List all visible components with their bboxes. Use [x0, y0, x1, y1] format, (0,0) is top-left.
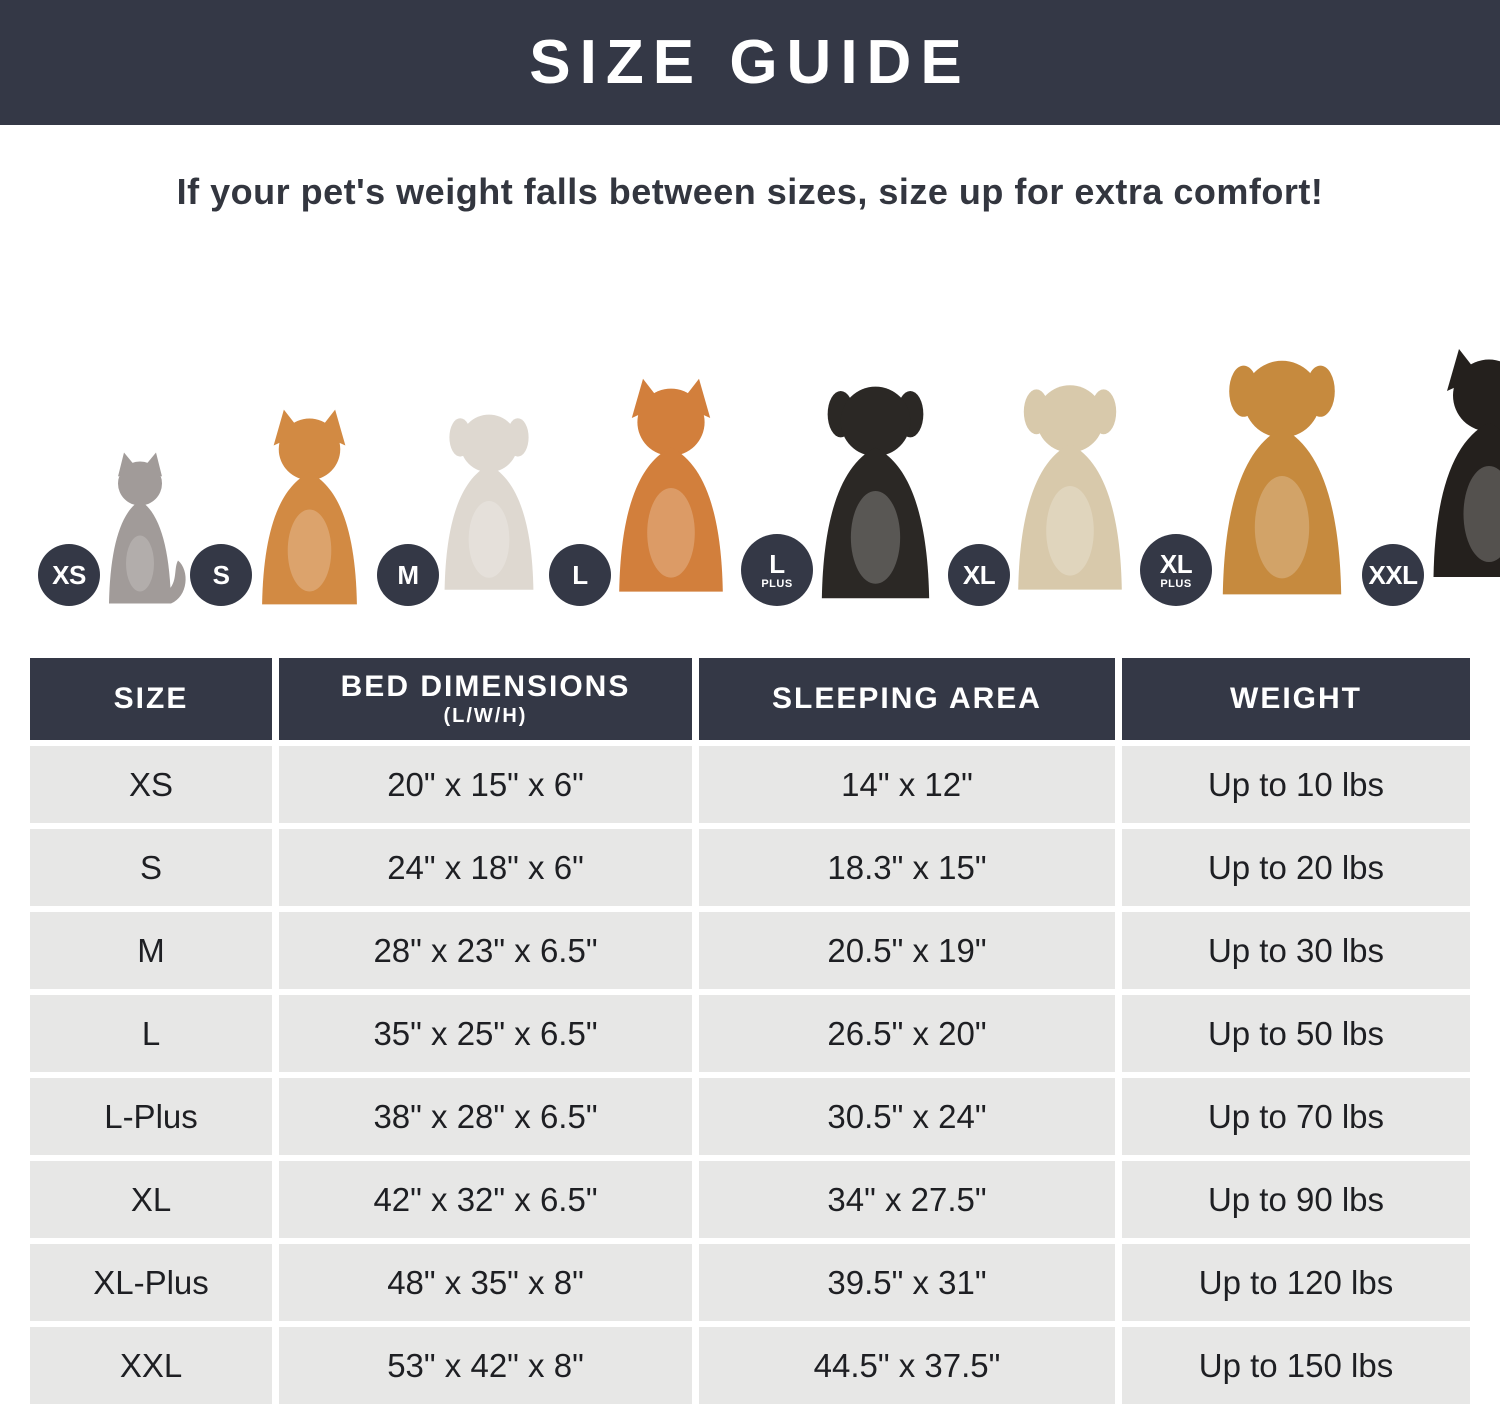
cat-image	[90, 447, 190, 612]
pet-pomeranian	[190, 407, 377, 612]
cell-sleep: 39.5" x 31"	[699, 1244, 1115, 1321]
golden-retriever-image	[1202, 340, 1362, 612]
cell-size: L	[30, 995, 272, 1072]
shiba-inu-image	[601, 364, 741, 612]
size-badge-xs	[38, 544, 100, 606]
cell-bed: 42" x 32" x 6.5"	[279, 1161, 692, 1238]
column-header-sleeping-area	[699, 658, 1115, 740]
cell-bed: 20" x 15" x 6"	[279, 746, 692, 823]
cell-size: XL	[30, 1161, 272, 1238]
cell-size: XL-Plus	[30, 1244, 272, 1321]
pet-border-collie	[741, 370, 948, 612]
cell-bed: 28" x 23" x 6.5"	[279, 912, 692, 989]
size-badge-s	[190, 544, 252, 606]
cell-sleep: 34" x 27.5"	[699, 1161, 1115, 1238]
cell-size: M	[30, 912, 272, 989]
cell-bed: 53" x 42" x 8"	[279, 1327, 692, 1404]
cell-sleep: 30.5" x 24"	[699, 1078, 1115, 1155]
size-badge-l	[549, 544, 611, 606]
pet-golden-retriever	[1140, 340, 1362, 612]
border-collie-image	[803, 370, 948, 612]
page-title: SIZE GUIDE	[529, 28, 971, 97]
cell-weight: Up to 20 lbs	[1122, 829, 1470, 906]
cell-size: XS	[30, 746, 272, 823]
cell-size: L-Plus	[30, 1078, 272, 1155]
cell-bed: 38" x 28" x 6.5"	[279, 1078, 692, 1155]
pet-doberman	[1362, 320, 1500, 612]
cell-bed: 35" x 25" x 6.5"	[279, 995, 692, 1072]
labrador-image	[1000, 360, 1140, 612]
pet-labrador	[948, 360, 1140, 612]
size-badge-l-plus	[741, 534, 813, 606]
doberman-image	[1414, 320, 1500, 612]
pet-size-lineup	[0, 300, 1500, 612]
size-table	[30, 658, 1470, 1404]
size-badge-xl	[948, 544, 1010, 606]
column-header-label: BED DIMENSIONS	[340, 670, 631, 703]
cell-size: XXL	[30, 1327, 272, 1404]
badge-label: XL	[962, 560, 996, 590]
column-header-label: WEIGHT	[1230, 682, 1362, 715]
cell-weight: Up to 120 lbs	[1122, 1244, 1470, 1321]
cell-sleep: 26.5" x 20"	[699, 995, 1115, 1072]
size-badge-xl-plus	[1140, 534, 1212, 606]
badge-label: XL	[1159, 548, 1193, 579]
column-header-size	[30, 658, 272, 740]
column-header-weight	[1122, 658, 1470, 740]
cell-weight: Up to 70 lbs	[1122, 1078, 1470, 1155]
cell-sleep: 14" x 12"	[699, 746, 1115, 823]
pet-french-bulldog	[377, 390, 549, 612]
size-badge-m	[377, 544, 439, 606]
column-header-sublabel: (L/W/H)	[443, 705, 528, 727]
badge-sublabel: PLUS	[1160, 577, 1192, 590]
cell-weight: Up to 10 lbs	[1122, 746, 1470, 823]
badge-label: L	[769, 548, 785, 579]
cell-weight: Up to 50 lbs	[1122, 995, 1470, 1072]
subtitle-text: If your pet's weight falls between sizes, size up for extra comfort!	[176, 171, 1324, 212]
cell-weight: Up to 30 lbs	[1122, 912, 1470, 989]
badge-sublabel: PLUS	[761, 577, 793, 590]
pet-shiba-inu	[549, 364, 741, 612]
size-badge-xxl	[1362, 544, 1424, 606]
cell-weight: Up to 90 lbs	[1122, 1161, 1470, 1238]
cell-sleep: 44.5" x 37.5"	[699, 1327, 1115, 1404]
pomeranian-image	[242, 407, 377, 612]
column-header-bed-dimensions	[279, 658, 692, 740]
cell-sleep: 20.5" x 19"	[699, 912, 1115, 989]
cell-size: S	[30, 829, 272, 906]
badge-label: M	[397, 560, 419, 590]
cell-bed: 48" x 35" x 8"	[279, 1244, 692, 1321]
cell-sleep: 18.3" x 15"	[699, 829, 1115, 906]
french-bulldog-image	[429, 390, 549, 612]
badge-label: S	[212, 560, 230, 590]
column-header-label: SLEEPING AREA	[772, 682, 1042, 715]
cell-bed: 24" x 18" x 6"	[279, 829, 692, 906]
cell-weight: Up to 150 lbs	[1122, 1327, 1470, 1404]
badge-label: XXL	[1368, 560, 1418, 590]
column-header-label: SIZE	[113, 682, 189, 715]
badge-label: L	[572, 560, 588, 590]
badge-label: XS	[52, 560, 86, 590]
title-bar	[0, 0, 1500, 125]
pet-cat	[38, 447, 190, 612]
